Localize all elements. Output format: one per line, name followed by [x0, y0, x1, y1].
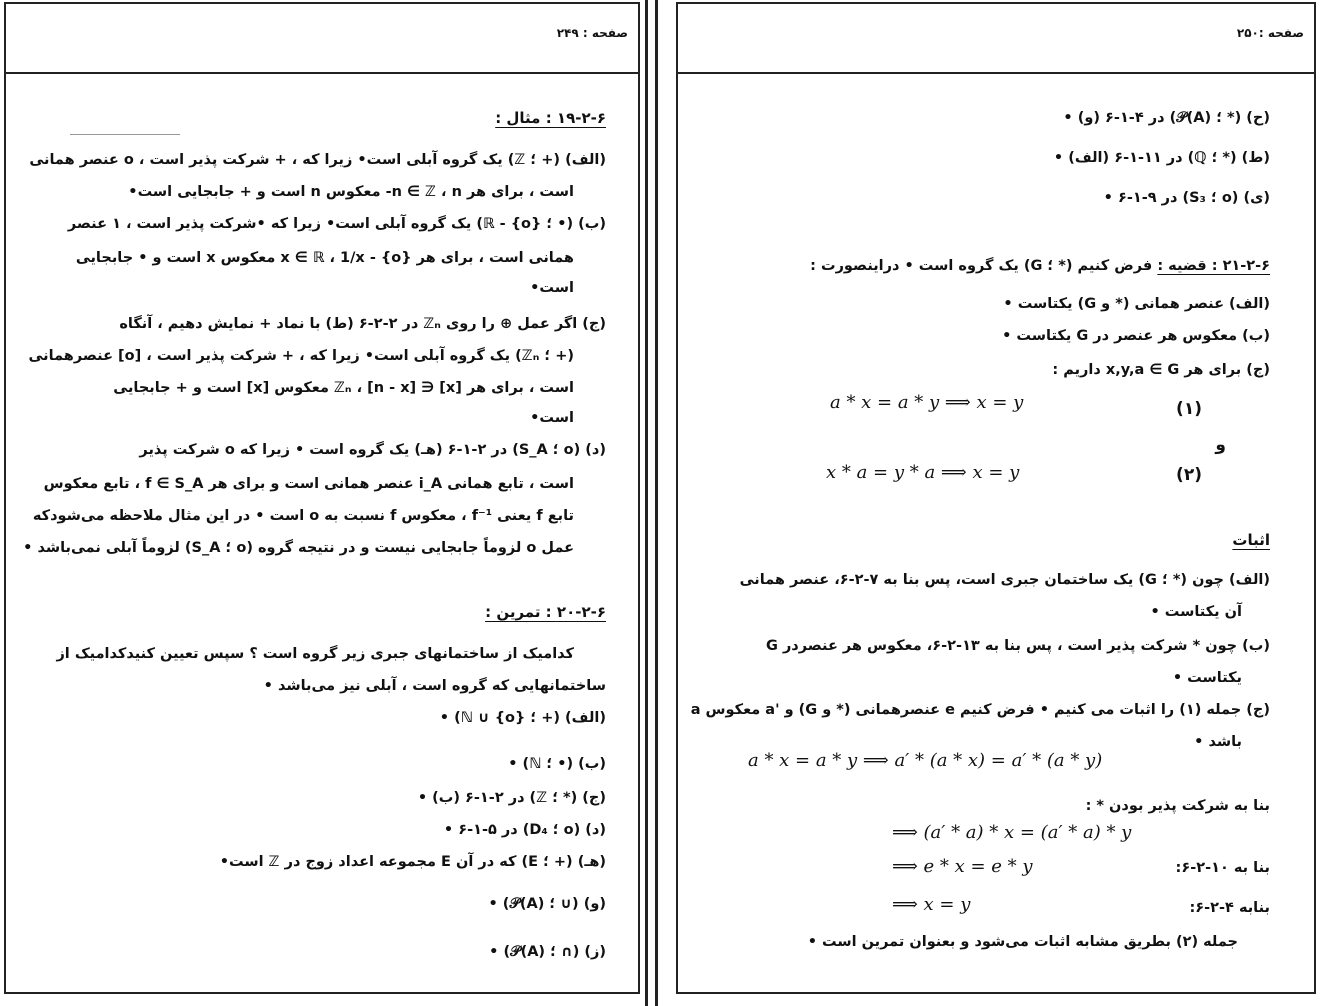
equation-3: a * x = a * y ⟹ a′ * (a * x) = a′ * (a * y)	[748, 750, 1103, 771]
and-word: و	[1215, 435, 1226, 455]
example-line: (+ ؛ ℤₙ) یک گروه آبلی است• زیرا که ، + شرکت پذیر است ، [o] عنصرهمانی	[28, 348, 574, 364]
proof-line: (الف) چون (* ؛ G) یک ساختمان جبری است، پس بنا به ۷-۲-۶، عنصر همانی	[739, 572, 1270, 588]
exercise-item: (ط) (* ؛ ℚ) در ۱۱-۱-۶ (الف) •	[1053, 150, 1270, 166]
equation-2-tag: (۲)	[1176, 465, 1202, 485]
theorem-part: (ج) برای هر x,y,a ∈ G داریم :	[1052, 362, 1270, 378]
equation-6-reference: بنابه ۴-۲-۶:	[1189, 900, 1270, 916]
theorem-line	[810, 256, 1270, 276]
example-line: است•	[530, 410, 574, 426]
page-number: صفحه :۲۵۰	[1236, 26, 1304, 40]
associativity-text: بنا به شرکت پذیر بودن * :	[1085, 798, 1270, 814]
proof-line: آن یکتاست •	[1150, 604, 1242, 620]
equation-1: a * x = a * y ⟹ x = y	[830, 392, 1024, 413]
book-spine-left	[645, 0, 648, 1006]
equation-2: x * a = y * a ⟹ x = y	[826, 462, 1020, 483]
exercise-item: (ج) (* ؛ ℤ) در ۲-۱-۶ (ب) •	[417, 790, 606, 806]
equation-5-reference: بنا به ۱۰-۲-۶:	[1175, 860, 1270, 876]
proof-closing: جمله (۲) بطریق مشابه اثبات می‌شود و بعنوان تمرین است •	[807, 934, 1238, 950]
exercise-item: (ح) (* ؛ 𝒫(A)) در ۴-۱-۶ (و) •	[1063, 110, 1270, 126]
equation-4: ⟹ (a′ * a) * x = (a′ * a) * y	[892, 822, 1132, 843]
equation-5: ⟹ e * x = e * y	[892, 856, 1033, 877]
page-header	[6, 4, 638, 74]
exercise-item: (و) (∪ ؛ 𝒫(A)) •	[488, 896, 606, 912]
theorem-part: (ب) معکوس هر عنصر در G یکتاست •	[1002, 328, 1270, 344]
proof-line: (ج) جمله (۱) را اثبات می کنیم • فرض کنیم e عنصرهمانی (* و G) و 'a معکوس a	[690, 702, 1270, 718]
page-number: صفحه : ۲۴۹	[556, 26, 628, 40]
exercise-heading: ۲۰-۲-۶ : تمرین :	[485, 603, 606, 621]
example-line: تابع f یعنی f⁻¹ ، معکوس f نسبت به o است • در این مثال ملاحظه می‌شودکه	[32, 508, 574, 524]
example-line: عمل o لزوماً جابجایی نیست و در نتیجه گروه (o ؛ S_A) لزوماً آبلی نمی‌باشد •	[23, 540, 574, 556]
exercise-item: (هـ) (+ ؛ E) که در آن E مجموعه اعداد زوج در ℤ است•	[219, 854, 606, 870]
proof-line: (ب) چون * شرکت پذیر است ، پس بنا به ۱۳-۲-۶، معکوس هر عنصردر G	[765, 638, 1270, 654]
example-line: است ، برای هر n ∈ ℤ ، n- معکوس n است و + جابجایی است•	[128, 184, 574, 200]
example-line: (الف) (+ ؛ ℤ) یک گروه آبلی است• زیرا که ، + شرکت پذیر است ، o عنصر همانی	[29, 152, 606, 168]
exercise-intro: ساختمانهایی که گروه است ، آبلی نیز می‌باشد •	[263, 678, 606, 694]
example-heading: ۱۹-۲-۶ : مثال :	[495, 109, 606, 127]
exercise-item: (د) (o ؛ D₄) در ۵-۱-۶ •	[443, 822, 606, 838]
example-line: (ج) اگر عمل ⊕ را روی ℤₙ در ۲-۲-۶ (ط) با نماد + نمایش دهیم ، آنگاه	[119, 316, 606, 332]
exercise-item: (ب) (• ؛ ℕ) •	[508, 756, 606, 772]
equation-1-tag: (۱)	[1176, 399, 1202, 419]
example-line: همانی است ، برای هر {o} - x ∈ ℝ ، 1/x معکوس x است و • جابجایی	[75, 250, 574, 266]
exercise-item: (ز) (∩ ؛ 𝒫(A)) •	[489, 944, 606, 960]
example-line: (د) (o ؛ S_A) در ۲-۱-۶ (هـ) یک گروه است • زیرا که o شرکت پذیر	[139, 442, 606, 458]
exercise-item: (ی) (o ؛ S₃) در ۹-۱-۶ •	[1103, 190, 1270, 206]
proof-line: باشد •	[1194, 734, 1242, 750]
example-line: (ب) (• ؛ {o} - ℝ) یک گروه آبلی است• زیرا که •شرکت پذیر است ، ۱ عنصر	[67, 216, 606, 232]
theorem-statement: فرض کنیم (* ؛ G) یک گروه است • دراینصورت :	[810, 258, 1153, 274]
equation-6: ⟹ x = y	[892, 894, 971, 915]
page-250	[676, 2, 1316, 994]
book-spine-right	[655, 0, 658, 1006]
page-header	[678, 4, 1314, 74]
divider-line	[70, 134, 180, 135]
example-line: است ، برای هر [x] ∈ ℤₙ ، [n - x] معکوس [x] است و + جابجایی	[113, 380, 574, 396]
example-line: است•	[530, 280, 574, 296]
exercise-item: (الف) (+ ؛ {o} ∪ ℕ) •	[439, 710, 606, 726]
example-line: است ، تابع همانی i_A عنصر همانی است و برای هر f ∈ S_A ، تابع معکوس	[43, 476, 574, 492]
page-249	[4, 2, 640, 994]
theorem-part: (الف) عنصر همانی (* و G) یکتاست •	[1003, 296, 1270, 312]
exercise-intro: کدامیک از ساختمانهای جبری زیر گروه است ؟ سپس تعیین کنیدکدامیک از	[56, 646, 574, 662]
theorem-heading: ۲۱-۲-۶ : قضیه :	[1157, 258, 1270, 274]
proof-heading: اثبات	[1232, 531, 1270, 549]
proof-line: یکتاست •	[1172, 670, 1242, 686]
